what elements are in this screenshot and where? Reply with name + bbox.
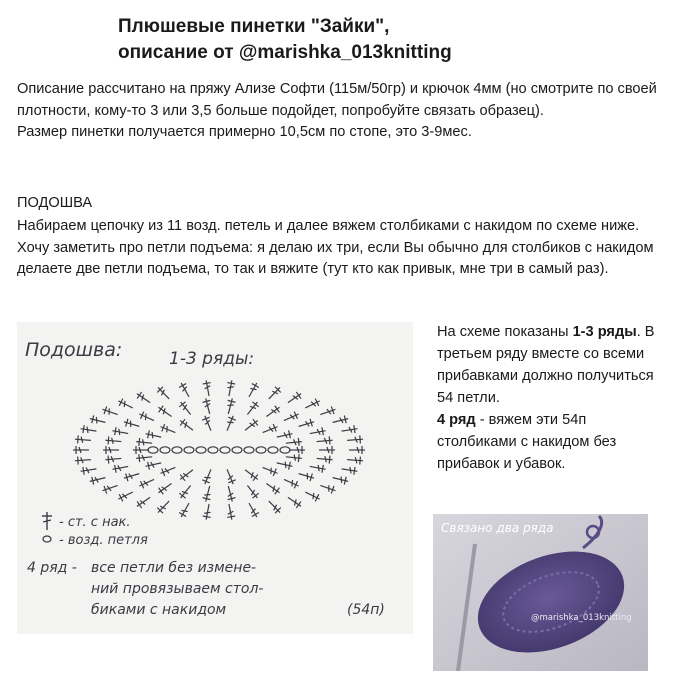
dc-stitch-mark bbox=[289, 446, 305, 454]
dc-stitch-mark bbox=[332, 415, 349, 427]
dc-stitch-mark bbox=[319, 482, 337, 495]
note-bold-row4: 4 ряд bbox=[437, 412, 476, 428]
sole-description: Набираем цепочку из 11 возд. петель и далее вяжем столбиками с накидом по схеме ниже. Хочу заметить про петли подъема: я делаю их три, если Вы обычно для столбиков с накидом делаете две петли подъема, то так и вяжите (тут кто как привык, мне три в самый раз). bbox=[17, 218, 654, 277]
dc-stitch-mark bbox=[105, 436, 122, 445]
dc-stitch-mark bbox=[75, 456, 92, 465]
title-line-1: Плюшевые пинетки "Зайки", bbox=[118, 16, 390, 37]
dc-stitch-mark bbox=[261, 423, 279, 436]
note-text-1: На схеме показаны bbox=[437, 324, 573, 340]
dc-stitch-mark bbox=[282, 476, 300, 490]
dc-stitch-mark bbox=[225, 503, 236, 520]
dc-stitch-mark bbox=[244, 399, 260, 416]
dc-stitch-mark bbox=[201, 468, 215, 486]
dc-stitch-mark bbox=[155, 498, 172, 515]
dc-stitch-mark bbox=[177, 483, 193, 500]
legend-dc-text: - ст. с нак. bbox=[59, 515, 131, 530]
legend-dc-symbol bbox=[42, 512, 52, 530]
dc-stitch-mark bbox=[309, 463, 326, 474]
note-bold-rows: 1-3 ряды bbox=[572, 324, 637, 340]
dc-stitch-mark bbox=[123, 470, 141, 482]
dc-stitch-mark bbox=[309, 427, 326, 438]
dc-stitch-mark bbox=[159, 423, 177, 436]
intro-block bbox=[17, 79, 667, 144]
dc-stitch-mark bbox=[201, 414, 215, 432]
dc-stitch-mark bbox=[202, 397, 214, 414]
dc-stitch-mark bbox=[202, 503, 213, 520]
dc-stitch-mark bbox=[73, 446, 89, 454]
dc-stitch-mark bbox=[202, 380, 213, 397]
crochet-scheme-image bbox=[17, 322, 413, 634]
dc-stitch-mark bbox=[155, 385, 172, 402]
chain-stitch-mark bbox=[268, 447, 278, 453]
dc-stitch-mark bbox=[177, 399, 193, 416]
dc-stitch-mark bbox=[264, 404, 282, 420]
dc-stitch-mark bbox=[282, 410, 300, 424]
crochet-sole-photo bbox=[433, 514, 648, 671]
dc-stitch-mark bbox=[266, 498, 283, 515]
dc-stitch-mark bbox=[319, 446, 335, 454]
photo-watermark: @marishka_013knitting bbox=[531, 613, 632, 623]
chain-stitch-mark bbox=[220, 447, 230, 453]
dc-stitch-mark bbox=[286, 494, 304, 510]
dc-stitch-mark bbox=[105, 454, 122, 463]
dc-stitch-mark bbox=[286, 390, 304, 406]
row4-label: 4 ряд - bbox=[27, 560, 77, 576]
scheme-title: Подошва: bbox=[25, 339, 123, 361]
dc-stitch-mark bbox=[103, 446, 119, 454]
chain-stitch-mark bbox=[256, 447, 266, 453]
dc-stitch-mark bbox=[178, 381, 193, 399]
dc-stitch-mark bbox=[178, 417, 196, 433]
dc-stitch-mark bbox=[243, 417, 261, 433]
dc-stitch-mark bbox=[112, 427, 129, 438]
dc-stitch-mark bbox=[112, 463, 129, 474]
dc-stitch-mark bbox=[243, 467, 261, 483]
dc-stitch-mark bbox=[224, 397, 236, 414]
chain-stitch-mark bbox=[160, 447, 170, 453]
dc-stitch-mark bbox=[138, 410, 156, 424]
dc-stitch-mark bbox=[136, 453, 153, 463]
dc-stitch-mark bbox=[135, 494, 153, 510]
photo-caption: Связано два ряда bbox=[441, 521, 554, 535]
dc-stitch-mark bbox=[347, 435, 364, 444]
dc-stitch-mark bbox=[244, 483, 260, 500]
dc-stitch-mark bbox=[316, 454, 333, 463]
dc-stitch-mark bbox=[276, 430, 293, 441]
dc-stitch-mark bbox=[80, 465, 97, 475]
row4-line-3: биками с накидом bbox=[91, 602, 227, 618]
dc-stitch-mark bbox=[159, 464, 177, 477]
intro-paragraph-size: Размер пинетки получается примерно 10,5см по стопе, это 3-9мес. bbox=[17, 124, 472, 140]
dc-stitch-mark bbox=[89, 415, 106, 427]
dc-stitch-mark bbox=[225, 380, 236, 397]
dc-stitch-mark bbox=[223, 414, 237, 432]
dc-stitch-mark bbox=[341, 425, 358, 435]
scheme-chain-center bbox=[148, 447, 290, 453]
dc-stitch-mark bbox=[156, 480, 174, 496]
legend-chain-symbol bbox=[43, 536, 51, 542]
chain-stitch-mark bbox=[244, 447, 254, 453]
dc-stitch-mark bbox=[264, 480, 282, 496]
dc-stitch-mark bbox=[178, 501, 193, 519]
scheme-note bbox=[437, 321, 669, 475]
dc-stitch-mark bbox=[101, 405, 119, 418]
intro-paragraph-yarn: Описание рассчитано на пряжу Ализе Софти (115м/50гр) и крючок 4мм (но смотрите по своей плотности, кому-то 3 или 3,5 больше подойдет, попробуйте связать образец). bbox=[17, 81, 657, 119]
row4-count: (54п) bbox=[347, 602, 385, 618]
scheme-stitch-rings bbox=[73, 380, 365, 521]
dc-stitch-mark bbox=[135, 390, 153, 406]
title-line-2: описание от @marishka_013knitting bbox=[118, 42, 452, 63]
dc-stitch-mark bbox=[245, 501, 260, 519]
dc-stitch-mark bbox=[133, 446, 149, 454]
section-heading-sole: ПОДОШВА bbox=[17, 195, 93, 211]
dc-stitch-mark bbox=[117, 488, 135, 502]
dc-stitch-mark bbox=[156, 404, 174, 420]
dc-stitch-mark bbox=[101, 482, 119, 495]
dc-stitch-mark bbox=[316, 436, 333, 445]
chain-stitch-mark bbox=[196, 447, 206, 453]
dc-stitch-mark bbox=[347, 456, 364, 465]
chain-stitch-mark bbox=[208, 447, 218, 453]
dc-stitch-mark bbox=[138, 476, 156, 490]
crochet-photo-drawing bbox=[433, 514, 648, 671]
dc-stitch-mark bbox=[298, 418, 316, 430]
dc-stitch-mark bbox=[89, 474, 106, 486]
row4-line-1: все петли без измене- bbox=[91, 560, 257, 576]
dc-stitch-mark bbox=[145, 459, 162, 470]
dc-stitch-mark bbox=[117, 397, 135, 411]
dc-stitch-mark bbox=[266, 385, 283, 402]
dc-stitch-mark bbox=[224, 485, 236, 502]
dc-stitch-mark bbox=[304, 488, 322, 502]
dc-stitch-mark bbox=[202, 485, 214, 502]
note-text-2: . В третьем ряду вместе со всеми прибавками должно получиться 54 петли. bbox=[437, 324, 655, 406]
row4-line-2: ний провязываем стол- bbox=[91, 581, 264, 597]
note-text-3: - вяжем эти 54п столбиками с накидом без прибавок и убавок. bbox=[437, 412, 617, 472]
dc-stitch-mark bbox=[285, 438, 302, 448]
dc-stitch-mark bbox=[136, 438, 153, 448]
dc-stitch-mark bbox=[261, 464, 279, 477]
dc-stitch-mark bbox=[123, 418, 141, 430]
chain-stitch-mark bbox=[232, 447, 242, 453]
dc-stitch-mark bbox=[304, 397, 322, 411]
dc-stitch-mark bbox=[75, 435, 92, 444]
dc-stitch-mark bbox=[178, 467, 196, 483]
dc-stitch-mark bbox=[145, 430, 162, 441]
chain-stitch-mark bbox=[280, 447, 290, 453]
dc-stitch-mark bbox=[341, 465, 358, 475]
chain-stitch-mark bbox=[184, 447, 194, 453]
dc-stitch-mark bbox=[285, 453, 302, 463]
legend-chain-text: - возд. петля bbox=[59, 533, 148, 548]
page-title bbox=[118, 14, 658, 66]
dc-stitch-mark bbox=[245, 381, 260, 399]
chain-stitch-mark bbox=[148, 447, 158, 453]
scheme-rows-label: 1-3 ряды: bbox=[169, 349, 255, 369]
chain-stitch-mark bbox=[172, 447, 182, 453]
crochet-scheme-drawing bbox=[17, 322, 413, 634]
dc-stitch-mark bbox=[319, 405, 337, 418]
dc-stitch-mark bbox=[80, 425, 97, 435]
dc-stitch-mark bbox=[298, 470, 316, 482]
dc-stitch-mark bbox=[276, 459, 293, 470]
dc-stitch-mark bbox=[349, 446, 365, 454]
dc-stitch-mark bbox=[223, 468, 237, 486]
dc-stitch-mark bbox=[332, 474, 349, 486]
